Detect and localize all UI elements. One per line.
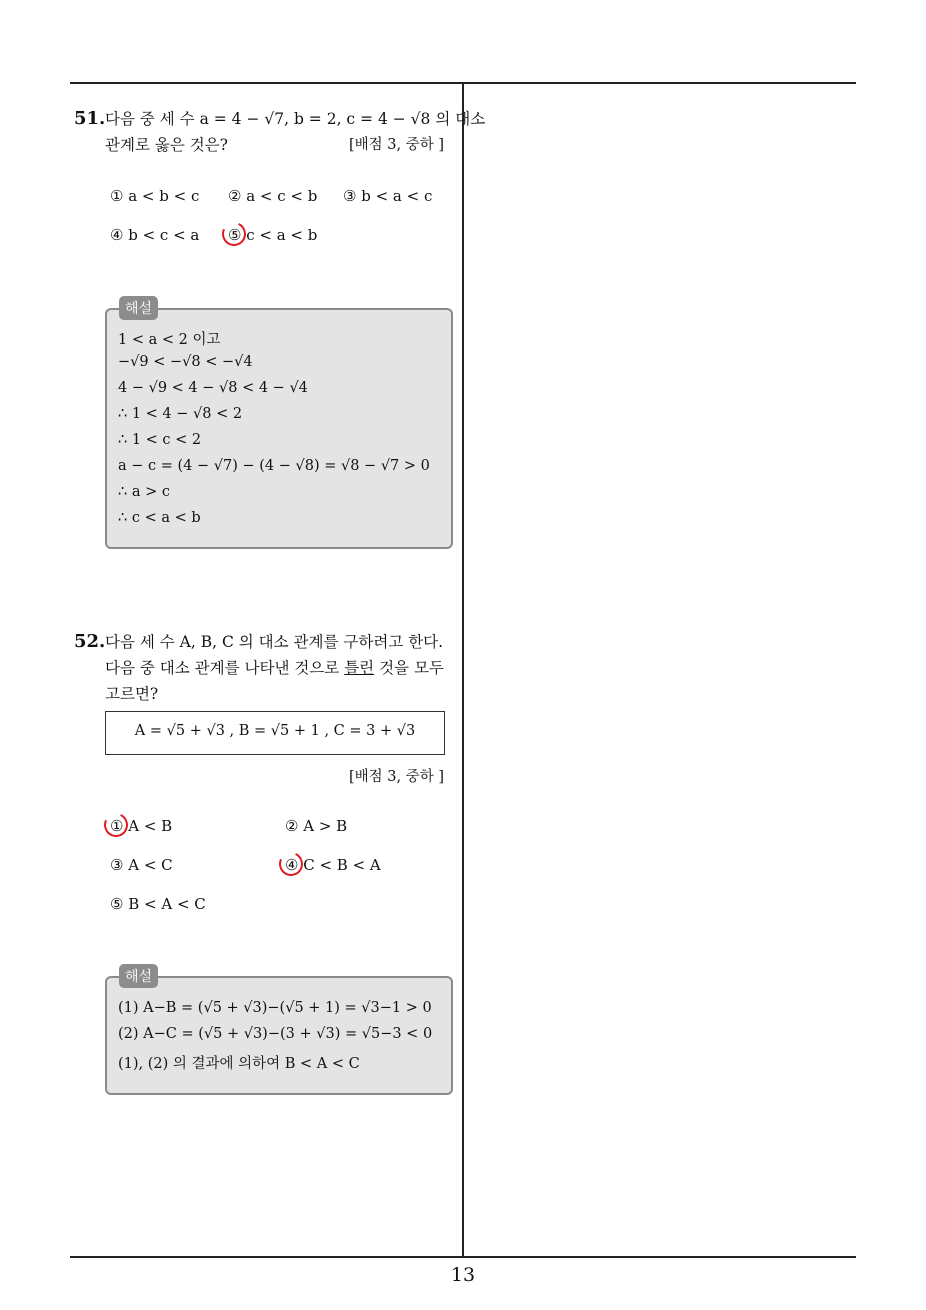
given-values: A = √5 + √3 , B = √5 + 1 , C = 3 + √3 <box>134 723 416 739</box>
score-label: [배점 3, 중하 ] <box>349 137 445 153</box>
question-text-line-1: 다음 중 세 수 a = 4 − √7, b = 2, c = 4 − √8 의 대소 <box>105 110 486 128</box>
solution-line-6: a − c = (4 − √7) − (4 − √8) = √8 − √7 > 0 <box>118 458 430 474</box>
question-number: 51. <box>74 108 106 129</box>
choice-1[interactable]: ① a < b < c <box>110 187 200 205</box>
solution-line-1: (1) A−B = (√5 + √3)−(√5 + 1) = √3−1 > 0 <box>118 1000 432 1016</box>
question-number: 52. <box>74 631 106 652</box>
emphasis-wrong: 틀린 <box>344 659 375 677</box>
solution-line-3: 4 − √9 < 4 − √8 < 4 − √4 <box>118 380 308 396</box>
choice-4[interactable]: ④ C < B < A <box>285 856 381 874</box>
question-text-line-1: 다음 세 수 A, B, C 의 대소 관계를 구하려고 한다. <box>105 633 444 651</box>
solution-tag: 해설 <box>119 964 158 988</box>
question-text-line-2-pre: 다음 중 대소 관계를 나타낸 것으로 <box>105 659 345 677</box>
question-text-line-2 <box>105 655 444 681</box>
page-number: 13 <box>450 1264 476 1286</box>
solution-line-2: −√9 < −√8 < −√4 <box>118 354 253 370</box>
score-label: [배점 3, 중하 ] <box>349 769 445 785</box>
solution-line-2: (2) A−C = (√5 + √3)−(3 + √3) = √5−3 < 0 <box>118 1026 433 1042</box>
choice-1[interactable]: ① A < B <box>110 817 173 835</box>
solution-line-5: ∴ 1 < c < 2 <box>118 432 202 448</box>
question-text-line-2-post: 것을 모두 <box>374 659 444 677</box>
choice-5[interactable]: ⑤ c < a < b <box>228 226 318 244</box>
choice-3[interactable]: ③ b < a < c <box>343 187 433 205</box>
choice-5[interactable]: ⑤ B < A < C <box>110 895 206 913</box>
choice-2[interactable]: ② A > B <box>285 817 348 835</box>
solution-line-3: (1), (2) 의 결과에 의하여 B < A < C <box>118 1056 360 1072</box>
solution-tag: 해설 <box>119 296 158 320</box>
question-text-line-2: 관계로 옳은 것은? <box>105 136 228 154</box>
solution-line-8: ∴ c < a < b <box>118 510 201 526</box>
answer-circle-mark <box>219 219 250 250</box>
choice-3[interactable]: ③ A < C <box>110 856 173 874</box>
answer-circle-mark <box>276 849 307 880</box>
choice-4[interactable]: ④ b < c < a <box>110 226 200 244</box>
solution-line-4: ∴ 1 < 4 − √8 < 2 <box>118 406 243 422</box>
bottom-rule <box>70 1256 856 1258</box>
solution-line-1: 1 < a < 2 이고 <box>118 332 221 348</box>
choice-2[interactable]: ② a < c < b <box>228 187 318 205</box>
question-text-line-3: 고르면? <box>105 685 159 703</box>
answer-circle-mark <box>101 810 132 841</box>
column-divider <box>462 82 464 1257</box>
solution-line-7: ∴ a > c <box>118 484 170 500</box>
